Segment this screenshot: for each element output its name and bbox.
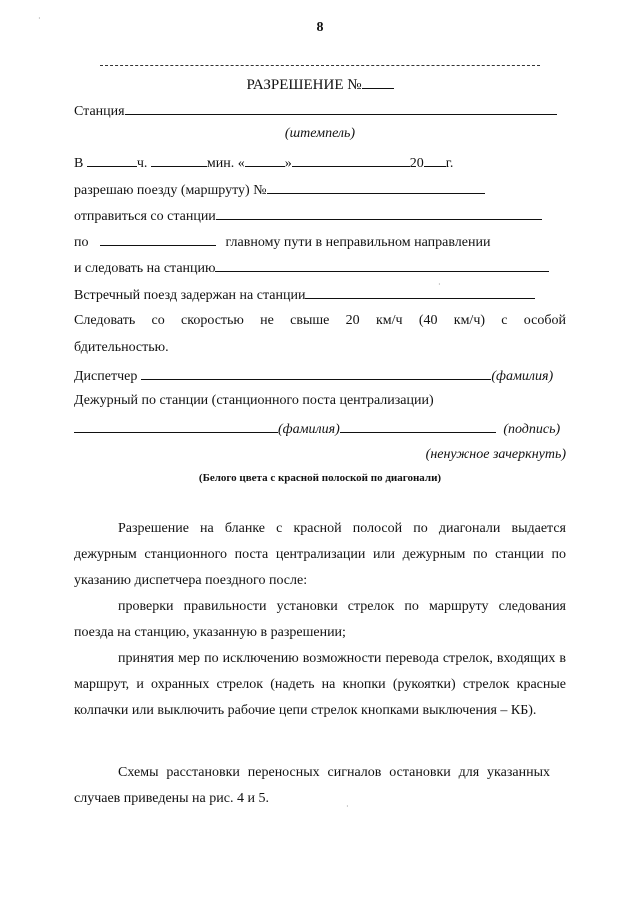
depart-row	[74, 206, 566, 226]
duty-officer-row: Дежурный по станции (станционного поста централизации)	[74, 393, 434, 408]
follow-row	[74, 258, 566, 278]
body-text-2: проверки правильности установки стрелок по маршруту следования поезда на станцию, указанную в разрешении;	[74, 599, 566, 640]
body-text-1: Разрешение на бланке с красной полосой по диагонали выдается дежурным станционного поста централизации или дежурным по станции по указанию диспетчера поездного после:	[74, 521, 566, 588]
dispatcher-label: Диспетчер	[74, 369, 138, 384]
form-title	[0, 76, 640, 94]
hours-blank	[87, 153, 137, 167]
year-prefix: 20	[409, 156, 424, 171]
minutes-blank	[151, 153, 207, 167]
day-blank	[245, 153, 285, 167]
scan-speck: ·	[346, 802, 349, 811]
minutes-label: мин. «	[206, 156, 245, 171]
oncoming-label: Встречный поезд задержан на станции	[74, 288, 306, 303]
body-paragraph-1	[74, 516, 566, 594]
month-blank	[292, 153, 410, 167]
time-in-label: В	[74, 156, 84, 171]
duty-surname-blank	[74, 419, 278, 433]
follow-label: и следовать на станцию	[74, 261, 216, 276]
station-label: Станция	[74, 104, 125, 119]
speed-line-1: Следовать со скоростью не свыше 20 км/ч (40 км/ч) с особой	[74, 313, 566, 328]
depart-blank	[216, 206, 542, 220]
duty-signature-blank	[340, 419, 496, 433]
year-blank	[424, 153, 446, 167]
time-row	[74, 153, 566, 173]
page-number: 8	[316, 20, 324, 35]
train-number-blank	[267, 180, 485, 194]
track-row	[74, 232, 566, 252]
by-label: по	[74, 235, 89, 250]
follow-blank	[215, 258, 549, 272]
body-paragraph-3	[74, 646, 566, 724]
dispatcher-row	[74, 366, 566, 386]
strike-hint: (ненужное зачеркнуть)	[425, 447, 566, 462]
scan-speck: ·	[438, 280, 441, 289]
body-text-4: Схемы расстановки переносных сигналов остановки для указанных случаев приведены на рис. 4 и 5.	[74, 765, 550, 806]
stamp-hint: (штемпель)	[284, 126, 356, 141]
permit-number-blank	[362, 76, 394, 89]
year-suffix: г.	[445, 156, 454, 171]
depart-label: отправиться со станции	[74, 209, 216, 224]
train-number-row	[74, 180, 566, 200]
body-text-3: принятия мер по исключению возможности перевода стрелок, входящих в маршрут, и охранных стрелок (надеть на кнопки (рукоятки) стрелок красные колпачки или выключить рабочие цепи стрелок кнопками выключения – КБ).	[74, 651, 566, 718]
close-quote: »	[284, 156, 292, 171]
cut-line	[100, 65, 540, 66]
scan-speck: ·	[38, 14, 41, 23]
body-paragraph-2	[74, 594, 566, 646]
duty-sign-row	[74, 419, 566, 439]
body-paragraph-4	[74, 760, 550, 812]
hours-label: ч.	[136, 156, 148, 171]
signature-hint: (подпись)	[503, 422, 561, 437]
form-note: (Белого цвета с красной полоской по диагонали)	[198, 472, 442, 484]
main-track-label: главному пути в неправильном направлении	[225, 235, 491, 250]
allow-train-label: разрешаю поезду (маршруту) №	[74, 183, 267, 198]
dispatcher-surname-hint: (фамилия)	[491, 369, 554, 384]
form-title-text: РАЗРЕШЕНИЕ №	[246, 77, 362, 93]
dispatcher-blank	[141, 366, 491, 380]
oncoming-blank	[305, 285, 535, 299]
speed-line-2: бдительностью.	[74, 340, 169, 355]
track-blank	[100, 232, 216, 246]
station-blank	[125, 101, 557, 115]
duty-surname-hint: (фамилия)	[278, 422, 340, 437]
oncoming-row	[74, 285, 566, 305]
station-row	[74, 101, 566, 121]
